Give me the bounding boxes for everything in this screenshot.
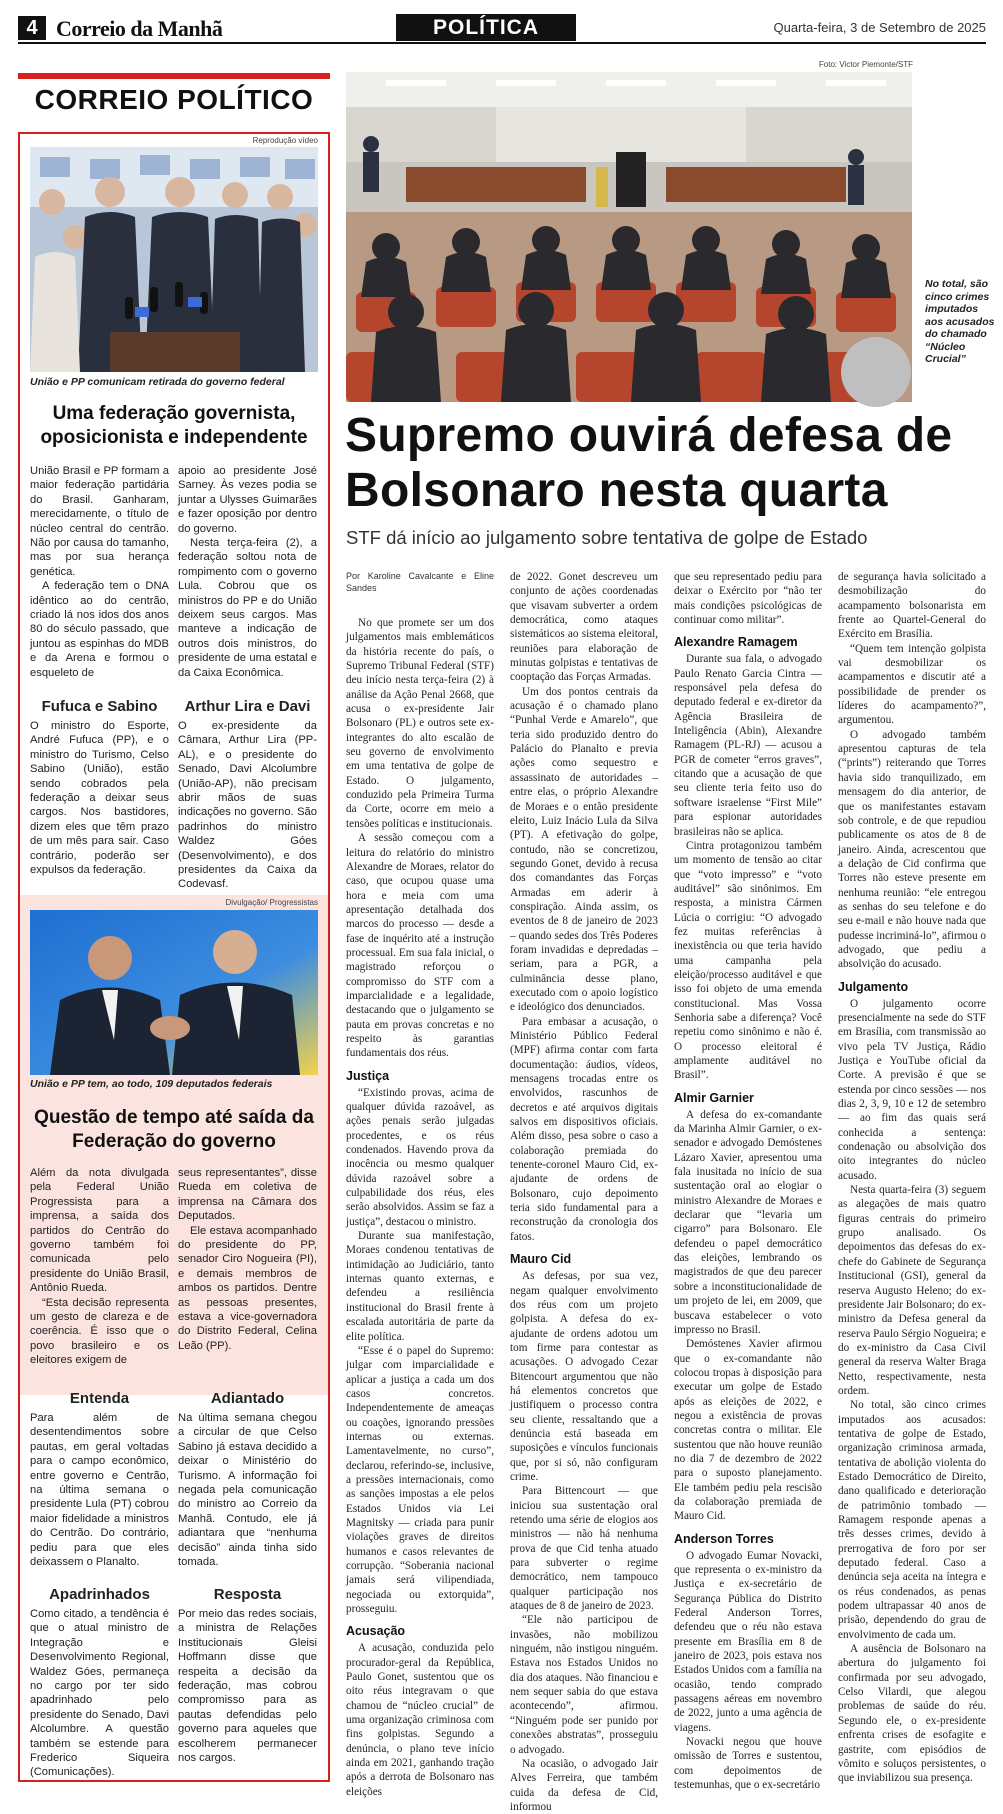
note-title: Adiantado <box>210 1390 285 1407</box>
party-leaders-photo <box>30 910 318 1075</box>
paragraph: “Quem tem intenção golpista vai desmobilizar os acampamentos e discutir até a possibilidade de prender os líderes do acampamento?”, argumentou. <box>838 642 986 727</box>
issue-date: Quarta-feira, 3 de Setembro de 2025 <box>773 20 986 35</box>
byline: Por Karoline Cavalcante e Eline Sandes <box>346 571 494 593</box>
paragraph: A ausência de Bolsonaro na abertura do julgamento foi confirmada por seu advogado, Celso Vilardi, que alegou problemas de saúde do réu. Segundo ele, o ex-presidente enfrenta crises de esofagite e gastrite, com episódios de vômito e soluços persistentes, o que inviabilizou sua presença. <box>838 1643 986 1785</box>
main-subheadline: STF dá início ao julgamento sobre tentativa de golpe de Estado <box>346 527 868 548</box>
paragraph: Para Bittencourt — que iniciou sua sustentação oral retendo uma série de elogios aos ministros — não há nenhuma prova de que Cid tenha atuado para subverter o regime democrático, nem tampouco qualquer participação nos ataques de 8 de janeiro de 2023. <box>510 1485 658 1613</box>
stf-courtroom-photo <box>346 72 912 402</box>
note-text: Como citado, a tendência é que o atual ministro de Integração e Desenvolvimento Regional, Waldez Góes, permaneça no cargo por ter sido apadrinhado pelo presidente do Senado, Davi Alcolumbre. A questão também se estende para Frederico Siqueira (Comunicações). <box>30 1608 169 1779</box>
paragraph: No que promete ser um dos julgamentos mais emblemáticos da história recente do país, o Supremo Tribunal Federal (STF) deu início nesta terça-feira (2) à análise da Ação Penal 2668, que acusa o ex-presidente Jair Bolsonaro (PL) e outros sete ex-integrantes do alto escalão de seu governo de envolvimento em uma tentativa de golpe de Estado. O julgamento, conduzido pela Primeira Turma da Corte, ocorre em meio a tensões políticas e institucionais. <box>346 617 494 830</box>
subheading-acusacao: Acusação <box>346 1624 406 1639</box>
paragraph: O advogado também apresentou capturas de tela (“prints”) reiterando que Torres havia sido tranquilizado, em mensagem do dia anterior, de que os manifestantes estavam sob controle, e de que repudiou publicamente os atos de 8 de janeiro. Ainda, acrescentou que a delação de Cid confirma que Torres não esteve presente em nenhuma reunião: “ele entregou as senhas do seu telefone e do seu e-mail e não houve nada que pudesse incriminá-lo”, afirmou o advogado, que pediu a absolvição do acusado. <box>838 728 986 971</box>
press-conference-photo <box>30 147 318 372</box>
paragraph: Um dos pontos centrais da acusação é o chamado plano “Punhal Verde e Amarelo”, que teria sido produzido dentro do Palácio do Planalto e previa ações como sequestro e assassinato de autoridades – entre elas, o próprio Alexandre de Moraes e o então presidente eleito, Luiz Inácio Lula da Silva (PT). A efetivação do golpe, contudo, não se concretizou, segundo Gonet, devido à recusa dos comandantes das Forças Armadas em aderir à conspiração. Ainda assim, os eventos de 8 de janeiro de 2023 – quando sedes dos Três Poderes foram invadidas e depredadas – seriam, para a PGR, a culminância desse plano, executado com o apoio logístico e ideológico dos denunciados. <box>510 685 658 1014</box>
story2-headline: Questão de tempo até saída da Federação do governo <box>34 1107 314 1152</box>
paragraph: As defesas, por sua vez, negam qualquer envolvimento dos réus com um projeto golpista. A defesa do ex-ajudante de ordens adotou um tom firme para contestar as acusações. O advogado Cezar Bitencourt argumentou que não há elementos concretos que justifiquem o processo contra seu cliente, ressaltando que a denúncia está baseada em suposições e vínculos funcionais que, por si só, não configuram crime. <box>510 1270 658 1483</box>
photo2-caption: União e PP tem, ao todo, 109 deputados federais <box>30 1078 273 1090</box>
photo1-caption: União e PP comunicam retirada do governo federal <box>30 376 285 388</box>
entenda-note <box>30 1384 169 1569</box>
paragraph: “Ele não participou de invasões, não mobilizou ninguém, não instigou ninguém. Estava nos Estados Unidos no dia dos ataques. Não financiou e nem sequer sabia do que estava acontecendo”, afirmou. “Ninguém pode ser punido por conexões abstratas”, prosseguiu o advogado. <box>510 1614 658 1756</box>
subheading-mauro-cid: Mauro Cid <box>510 1252 572 1267</box>
article-column-2 <box>510 570 658 1813</box>
note-text: O ex-presidente da Câmara, Arthur Lira (PP-AL), e o presidente do Senado, Davi Alcolumbre (União-AP), não precisam abrir mãos de suas indicações no governo. São padrinhos do ministro Waldez Góes (Desenvolvimento), e dos presidentes da Caixa da Codevasf. <box>178 720 317 891</box>
arthur-lira-note <box>178 692 317 892</box>
story2-col1 <box>30 1166 169 1368</box>
subheading-garnier: Almir Garnier <box>674 1090 754 1105</box>
story1-headline: Uma federação governista, oposicionista e independente <box>40 403 308 448</box>
paragraph: Durante sua manifestação, Moraes condenou tentativas de intimidação ao Judiciário, tanto internas quanto externas, e defendeu a resiliência institucional do Brasil frente à escalada autoritária de parte da elite política. <box>346 1230 494 1343</box>
page-number: 4 <box>18 16 46 40</box>
note-text: Por meio das redes sociais, a ministra de Relações Institucionais Gleisi Hoffmann disse que respeita a decisão da federação, mas cobrou compromisso para as pautas defendidas pelo governo para aqueles que escolherem permanecer nos cargos. <box>178 1608 317 1765</box>
subheading-torres: Anderson Torres <box>674 1531 774 1546</box>
photo2-credit: Divulgação/ Progressistas <box>225 898 318 907</box>
section-label: POLÍTICA <box>396 14 576 41</box>
story1-col2 <box>178 464 317 680</box>
paragraph: O advogado Eumar Novacki, que representa o ex-ministro da Justiça e ex-secretário de Segurança Pública do Distrito Federal Anderson Torres, defendeu que o réu não estava presente em Brasília em 8 de janeiro de 2023, pois estava nos Estados Unidos com a família na ocasião, tendo comprado passagens aéreas em novembro de 2022, junto a uma agência de viagens. <box>674 1549 822 1734</box>
paragraph: Cintra protagonizou também um momento de tensão ao citar que “voto impresso” e “voto auditável” são sinônimos. Em resposta, a ministra Cármen Lúcia o corrigiu: “O advogado fez muitas referências à inexistência ou que teria havido uma campanha pela eleição/processo auditável e que isso foi objeto de uma emenda constitucional. Mas Vossa Senhoria sabe a diferença? Você repetiu como sinônimo e não é. O processo eleitoral é amplamente auditável no Brasil”. <box>674 839 822 1082</box>
paragraph: Novacki negou que houve omissão de Torres e sustentou, com depoimentos de testemunhas, que o ex-secretário <box>674 1736 822 1792</box>
paragraph: A sessão começou com a leitura do relatório do ministro Alexandre de Moraes, relator do caso, que ocupou quase uma hora e meia com uma apresentação detalhada dos marcos do processo — desde a fase de inquérito até a instrução processual. Em sua fala inicial, o magistrado reforçou o compromisso do STF com a imparcialidade e a legalidade, destacando que o julgamento se pauta em provas concretas e no respeito às garantias fundamentais dos réus. <box>346 832 494 1060</box>
adiantado-note <box>178 1384 317 1569</box>
note-text: Na última semana chegou a circular de que Celso Sabino já estava decidido a deixar o Ministério do Turismo. A informação foi negada pela comunicação do ministro ao Correio da Manhã. Contudo, ele já adiantara que “nenhuma decisão” ainda tinha sido tomada. <box>178 1412 317 1569</box>
paragraph: apoio ao presidente José Sarney. Às vezes podia se juntar a Ulysses Guimarães e fazer oposição por dentro do governo. <box>178 465 317 535</box>
paragraph: de segurança havia solicitado a desmobilização do acampamento bolsonarista em frente ao Quartel-General do Exército em Brasília. <box>838 571 986 641</box>
photo1-credit: Reprodução vídeo <box>252 136 318 145</box>
subheading-justica: Justiça <box>346 1068 390 1083</box>
newspaper-name: Correio da Manhã <box>56 16 223 41</box>
paragraph: de 2022. Gonet descreveu um conjunto de ações coordenadas que visavam subverter a ordem democrática, como ataques sistemáticos ao sistema eleitoral, reuniões para elaboração de minutas golpistas e tentativas de cooptação das Forças Armadas. <box>510 571 658 684</box>
paragraph: A defesa do ex-comandante da Marinha Almir Garnier, o ex-senador e advogado Demóstenes Lázaro Xavier, apresentou uma fala inusitada no início de sua sustentação oral ao elogiar o ministro Alexandre de Moraes e declarar que “levaria um cigarro” para Bolsonaro. Ele defendeu o papel democrático das eleições, lembrando os magistrados de que deu parecer sobre a inconstitucionalidade de um projeto de lei, em 2009, que buscava estabelecer o voto impresso no Brasil. <box>674 1108 822 1336</box>
main-headline: Supremo ouvirá defesa de Bolsonaro nesta quarta <box>345 409 953 517</box>
note-title: Apadrinhados <box>49 1586 150 1603</box>
paragraph: No total, são cinco crimes imputados aos acusados: tentativa de golpe de Estado, organização criminosa armada, tentativa de abolição violenta do Estado Democrático de Direito, dano qualificado e deterioração de patrimônio tombado — Ramagem responde apenas a três desses crimes, devido à prerrogativa de foro por ser deputado federal. Caso a denúncia seja aceita na íntegra e os réus condenados, as penas podem ultrapassar 40 anos de prisão, dependendo do grau de envolvimento de cada um. <box>838 1399 986 1641</box>
article-column-4 <box>838 570 986 1785</box>
paragraph: que seu representado pediu para deixar o Exército por “não ter mais condições psicológicas de continuar como militar”. <box>674 571 822 627</box>
paragraph: Nesta terça-feira (2), a federação soltou nota de rompimento com o governo Lula. Cobrou que os ministros do PP e do União deixem seus cargos. Mas manteve a indicação de outros dois ministros, do presidente de uma estatal e da Caixa Econômica. <box>178 537 317 679</box>
paragraph: “Esta decisão representa um gesto de clareza e de coerência. É isso que o povo brasileiro e os eleitores exigem de <box>30 1296 169 1367</box>
note-title: Resposta <box>213 1586 282 1603</box>
left-column-topbar <box>18 73 330 79</box>
note-text: Para além de desentendimentos sobre pautas, em geral voltadas para o campo econômico, entre governo e Centrão, na última semana o presidente Lula (PT) cobrou maior fidelidade a ministros do Centrão. Do contrário, pediu para que eles deixassem o Planalto. <box>30 1412 169 1569</box>
paragraph: Ele estava acompanhado do presidente do PP, senador Ciro Nogueira (PI), e demais membros de ambos os partidos. Dentre as pessoas presentes, estava a vice-governadora do Distrito Federal, Celina Leão (PP). <box>178 1224 317 1352</box>
article-column-3 <box>674 570 822 1792</box>
masthead <box>18 14 986 44</box>
note-text: O ministro do Esporte, André Fufuca (PP), e o ministro do Turismo, Celso Sabino (União), estão sendo cobrados pela federação a deixar seus cargos. Nos bastidores, dizem eles que têm prazo de um mês para sair. Caso contrário, poderão ser expulsos da federação. <box>30 720 169 877</box>
paragraph: Na ocasião, o advogado Jair Alves Ferreira, que também cuida da defesa de Cid, informou <box>510 1757 658 1813</box>
paragraph: “Esse é o papel do Supremo: julgar com imparcialidade e aplicar a justiça a cada um dos casos concretos. Independentemente de ameaças ou coações, ignorando pressões internas ou externas. Lamentavelmente, no curso”, declarou, referindo-se, inclusive, a pressões internacionais, como as sanções impostas a ele pelos Estados Unidos via Lei Magnitsky — criada para punir violações graves de direitos humanos e casos relevantes de corrupção. “Soberania nacional jamais será vilipendiada, negociada ou extorquida”, prosseguiu. <box>346 1344 494 1616</box>
note-title: Arthur Lira e Davi <box>184 698 311 715</box>
paragraph: “Existindo provas, acima de qualquer dúvida razoável, as ações penais serão julgadas procedentes, e os réus condenados. Havendo prova da inocência ou mesmo qualquer dúvida razoável sobre a culpabilidade dos réus, eles serão absolvidos. Assim se faz a justiça”, destacou o ministro. <box>346 1086 494 1228</box>
resposta-note <box>178 1580 317 1765</box>
subheading-ramagem: Alexandre Ramagem <box>674 635 798 650</box>
note-title: Entenda <box>69 1390 130 1407</box>
paragraph: O julgamento ocorre presencialmente na sede do STF em Brasília, com transmissão ao vivo pela TV Justiça, Rádio Justiça e YouTube oficial da Corte. A previsão é que se estenda por cinco sessões — nos dias 2, 3, 9, 10 e 12 de setembro — ao fim das quais será conhecida a sentença: condenação ou absolvição dos oito integrantes do núcleo acusado. <box>838 997 986 1182</box>
apadrinhados-note <box>30 1580 169 1780</box>
story1-col1 <box>30 464 169 680</box>
fufuca-sabino-note <box>30 692 169 877</box>
paragraph: Durante sua fala, o advogado Paulo Renato Garcia Cintra — responsável pela defesa do deputado federal e ex-diretor da Agência Brasileira de Inteligência (Abin), Alexandre Ramagem (PL-RJ) — acusou a PGR de cometer “erros graves”, citando que a acusação de que seu cliente teria feito uso do software israelense “First Mile” para espionar autoridades brasileiras não se aplica. <box>674 653 822 838</box>
paragraph: Demóstenes Xavier afirmou que o ex-comandante não colocou tropas à disposição para executar um golpe de Estado após as eleições de 2022, e negou a existência de provas concretas contra o militar. Ele sustentou que não houve reunião no dia 7 de dezembro de 2022 para o suposto planejamento. Ele também pediu pela rescisão da colaboração premiada de Mauro Cid. <box>674 1338 822 1523</box>
paragraph: A federação tem o DNA idêntico ao do centrão, criado lá nos idos dos anos 80 do século passado, que juntou as espinhas do MDB e da Arena e formou o esqueleto de <box>30 580 169 679</box>
note-title: Fufuca e Sabino <box>41 698 158 715</box>
paragraph: Além da nota divulgada pela Federal União Progressista para a imprensa, a saída dos partidos do Centrão do governo também foi comunicada pelo presidente do União Brasil, Antônio Rueda. <box>30 1167 169 1295</box>
paragraph: Nesta quarta-feira (3) seguem as alegações de mais quatro figuras centrais do primeiro grupo analisado. Os depoimentos das defesas do ex-chefe do Gabinete de Segurança Institucional (GSI), general da reserva Augusto Heleno; do ex-presidente Jair Bolsonaro; do ex-ministro da Defesa general da reserva Paulo Sérgio Nogueira; e do ex-ministro da Casa Civil general da reserva Walter Braga Netto, respectivamente, nesta ordem. <box>838 1184 986 1397</box>
main-photo-caption: No total, são cinco crimes imputados aos acusados do chamado “Núcleo Crucial” <box>925 278 995 365</box>
paragraph: A acusação, conduzida pelo procurador-geral da República, Paulo Gonet, sustentou que os oito réus integravam o que chamou de “núcleo crucial” de uma organização criminosa com fins golpistas. Segundo a denúncia, o plano teve início ainda em 2021, ganhando tração após a derrota de Bolsonaro nas eleições <box>346 1642 494 1798</box>
paragraph: União Brasil e PP formam a maior federação partidária do Brasil. Ganharam, merecidamente, o título de núcleo central do centrão. Não por causa do tamanho, mas por sua herança genética. <box>30 465 169 578</box>
story2-col2 <box>178 1166 317 1353</box>
subheading-julgamento: Julgamento <box>838 979 909 994</box>
main-photo-credit: Foto: Victor Piemonte/STF <box>818 60 913 69</box>
article-column-1 <box>346 570 494 1798</box>
column-title: CORREIO POLÍTICO <box>34 84 314 115</box>
paragraph: Para embasar a acusação, o Ministério Público Federal (MPF) afirma contar com farta documentação: áudios, vídeos, mensagens trocadas entre os envolvidos, rascunhos de decretos e até arquivos digitais salvos em dispositivos oficiais. Além disso, pesa sobre o caso a colaboração premiada do tenente-coronel Mauro Cid, ex-ajudante de ordens de Bolsonaro, cujo depoimento teria sido fundamental para a reconstrução da cronologia dos fatos. <box>510 1015 658 1243</box>
paragraph: seus representantes”, disse Rueda em coletiva de imprensa na Câmara dos Deputados. <box>178 1167 317 1223</box>
